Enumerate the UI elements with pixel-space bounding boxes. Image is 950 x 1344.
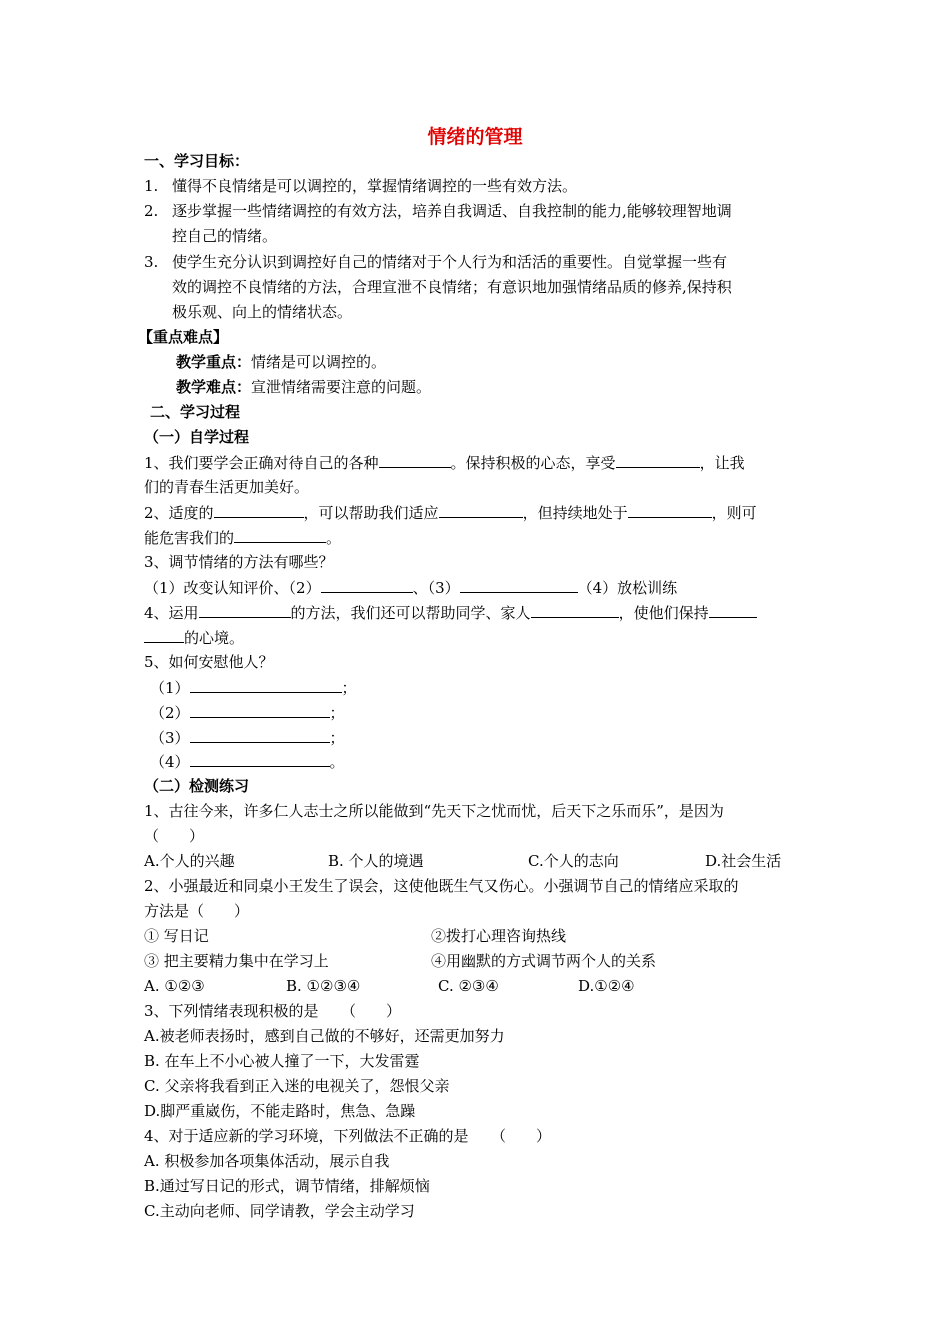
exercise-2-item: ① 写日记: [144, 927, 209, 945]
exercise-2-item: ②拨打心理咨询热线: [431, 927, 567, 945]
exercise-2-option: C. ②③④: [438, 977, 499, 995]
blank: [628, 503, 712, 518]
question-2-cont: 能危害我们的 。: [144, 529, 342, 547]
exercise-3-option: D.脚严重崴伤，不能走路时，焦急、急躁: [144, 1102, 416, 1120]
blank: [709, 603, 757, 618]
exercise-4-option: B.通过写日记的形式，调节情绪，排解烦恼: [144, 1177, 430, 1195]
question-4: 4、运用 的方法，我们还可以帮助同学、家人 ，使他们保持: [144, 603, 757, 622]
blank: [321, 578, 413, 593]
question-5-item: （3） ；: [150, 729, 345, 747]
teaching-difficulty: 教学难点：宣泄情绪需要注意的问题。: [176, 378, 432, 396]
question-4-cont: 的心境。: [144, 628, 244, 647]
blank: [190, 703, 330, 718]
question-5: 5、如何安慰他人？: [144, 653, 274, 671]
exercise-2-option: B. ①②③④: [286, 977, 361, 995]
blank: [190, 752, 330, 767]
exercise-2-item: ③ 把主要精力集中在学习上: [144, 952, 329, 970]
exercise-1-option: A.个人的兴趣: [144, 852, 235, 870]
exercise-2-option: D.①②④: [578, 977, 635, 995]
blank: [190, 678, 342, 693]
blank: [234, 528, 326, 543]
question-5-item: （2） ；: [150, 704, 345, 722]
exercise-3-option: B. 在车上不小心被人撞了一下，大发雷霆: [144, 1052, 420, 1070]
exercise-3-option: C. 父亲将我看到正入迷的电视关了，怨恨父亲: [144, 1077, 450, 1095]
document-title: 情绪的管理: [427, 126, 523, 148]
question-2: 2、适度的 ，可以帮助我们适应 ，但持续地处于 ，则可: [144, 504, 757, 522]
question-5-item: （4） 。: [150, 753, 345, 771]
exercise-3-option: A.被老师表扬时，感到自己做的不够好，还需更加努力: [144, 1027, 505, 1045]
exercise-1-option: C.个人的志向: [528, 852, 619, 870]
blank: [214, 503, 304, 518]
question-1: 1、我们要学会正确对待自己的各种 。保持积极的心态，享受 ，让我: [144, 454, 745, 472]
exercise-4-option: A. 积极参加各项集体活动，展示自我: [144, 1152, 390, 1170]
exercise-1: 1、古往今来，许多仁人志士之所以能做到“先天下之忧而忧，后天下之乐而乐”，是因为: [144, 802, 724, 820]
question-1-cont: 们的青春生活更加美好。: [144, 478, 310, 496]
blank: [460, 578, 578, 593]
exercise-3: 3、下列情绪表现积极的是 （ ）: [144, 1002, 402, 1020]
goal-3-cont-2: 极乐观、向上的情绪状态。: [172, 303, 353, 321]
part1-heading: （一）自学过程: [144, 428, 250, 446]
exercise-1-option: D.社会生活: [705, 852, 782, 870]
exercise-2-option: A. ①②③: [144, 977, 205, 995]
blank: [531, 603, 619, 618]
question-3: 3、调节情绪的方法有哪些？: [144, 553, 334, 571]
section2-heading: 二、学习过程: [150, 403, 241, 421]
exercise-4-option: C.主动向老师、同学请教，学会主动学习: [144, 1202, 415, 1220]
blank: [190, 728, 330, 743]
exercise-4: 4、对于适应新的学习环境，下列做法不正确的是 （ ）: [144, 1127, 552, 1145]
goal-2-cont: 控自己的情绪。: [172, 227, 278, 245]
goal-3-cont-1: 效的调控不良情绪的方法，合理宣泄不良情绪；有意识地加强情绪品质的修养,保持积: [172, 278, 732, 296]
question-5-item: （1） ；: [150, 679, 357, 697]
question-3-methods: （1）改变认知评价、（2） 、（3） （4）放松训练: [144, 579, 678, 597]
section1-heading: 一、学习目标：: [144, 152, 250, 170]
exercise-1-cont: （ ）: [144, 827, 205, 845]
exercise-2-cont: 方法是（ ）: [144, 902, 250, 920]
goal-3: 3. 使学生充分认识到调控好自己的情绪对于个人行为和活活的重要性。自觉掌握一些有: [144, 253, 728, 271]
exercise-2: 2、小强最近和同桌小王发生了误会，这使他既生气又伤心。小强调节自己的情绪应采取的: [144, 877, 739, 895]
goal-1: 1. 懂得不良情绪是可以调控的，掌握情绪调控的一些有效方法。: [144, 177, 578, 195]
exercise-1-option: B. 个人的境遇: [328, 852, 424, 870]
blank: [439, 503, 523, 518]
blank: [144, 628, 184, 643]
blank: [379, 453, 451, 468]
part2-heading: （二）检测练习: [144, 777, 250, 795]
blank: [199, 603, 291, 618]
teaching-focus: 教学重点：情绪是可以调控的。: [176, 353, 387, 371]
blank: [616, 453, 700, 468]
keypoints-heading: 【重点难点】: [138, 328, 229, 346]
goal-2: 2. 逐步掌握一些情绪调控的有效方法，培养自我调适、自我控制的能力,能够较理智地调: [144, 202, 732, 220]
exercise-2-item: ④用幽默的方式调节两个人的关系: [431, 952, 657, 970]
